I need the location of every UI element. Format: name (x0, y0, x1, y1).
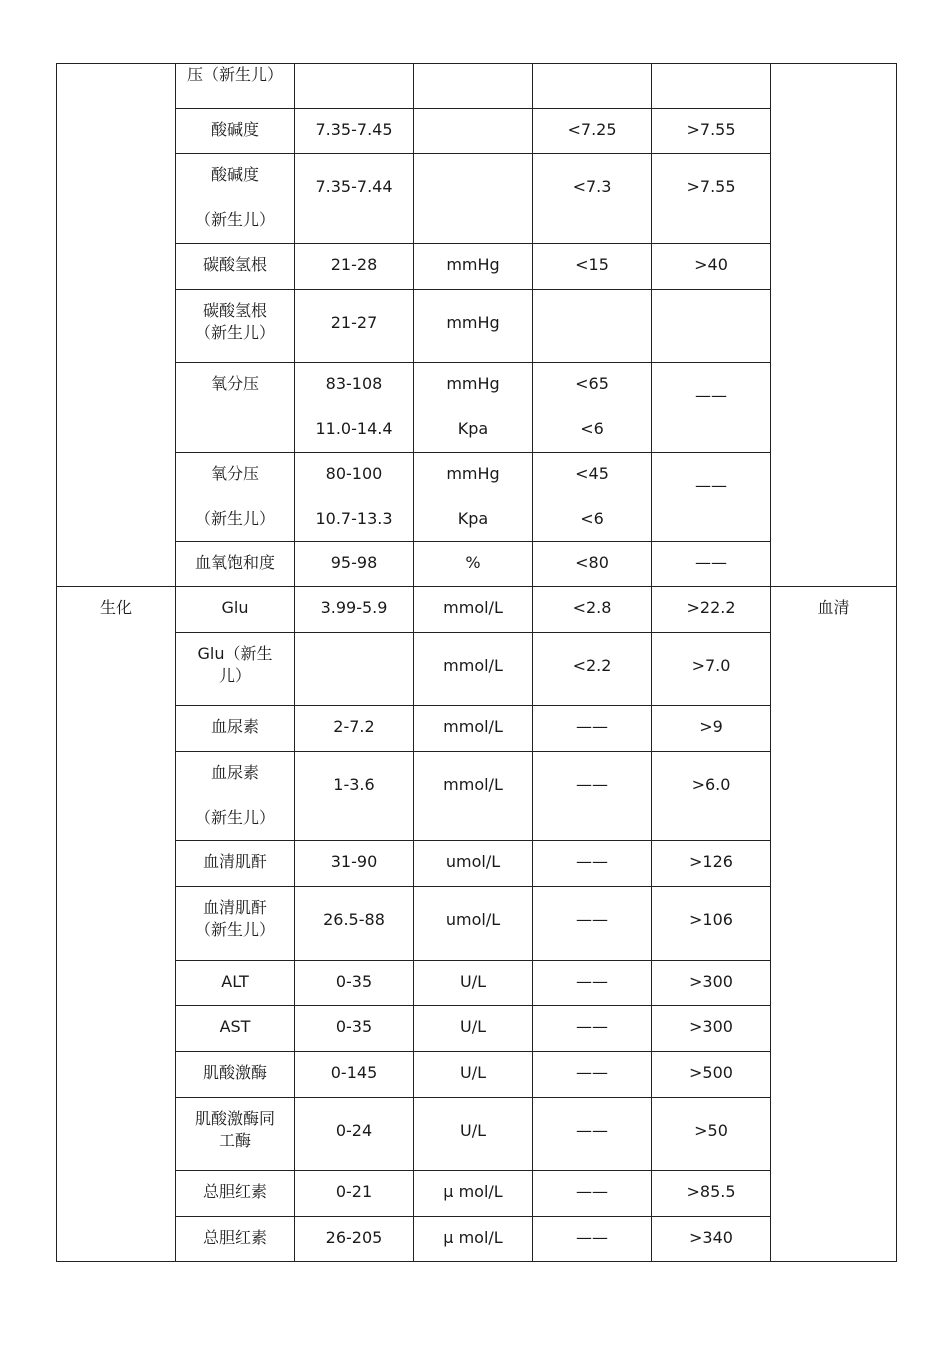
item-name-text: 压（新生儿） (186, 65, 283, 84)
unit-text: mmHg (446, 464, 500, 483)
reference-range-text: 0-24 (335, 1121, 373, 1140)
high-critical-text: >22.2 (686, 598, 736, 617)
reference-range-cell (295, 363, 414, 453)
reference-range-text: 95-98 (330, 553, 378, 572)
low-critical-text: <15 (575, 255, 609, 274)
unit-text: Kpa (457, 419, 489, 438)
unit-cell (414, 887, 533, 961)
high-critical-cell (652, 887, 771, 961)
high-critical-cell (652, 1171, 771, 1217)
biochem-category-cell (57, 587, 176, 1262)
high-critical-cell (652, 1098, 771, 1171)
reference-range-text: 2-7.2 (333, 717, 375, 736)
low-critical-cell (533, 109, 652, 154)
low-critical-text: <80 (575, 553, 609, 572)
high-critical-cell (652, 244, 771, 290)
item-name-text: 肌酸激酶 (202, 1063, 267, 1082)
item-name-text: 氧分压 (210, 464, 259, 483)
item-name-text: 酸碱度 (210, 120, 259, 139)
reference-range-cell (295, 1052, 414, 1098)
category-label (57, 64, 175, 74)
item-name-text: 氧分压 (210, 374, 259, 393)
unit-text: µ mol/L (443, 1228, 503, 1247)
unit-cell (414, 64, 533, 109)
reference-range-text: 0-145 (330, 1063, 378, 1082)
high-critical-cell (652, 961, 771, 1006)
high-critical-cell (652, 1052, 771, 1098)
sample-type-label: 血清 (817, 598, 850, 617)
reference-range-cell (295, 154, 414, 244)
low-critical-text: <45 (575, 464, 609, 483)
reference-range-text: 7.35-7.45 (315, 120, 393, 139)
item-name-cell (176, 1052, 295, 1098)
low-critical-cell (533, 1171, 652, 1217)
high-critical-cell (652, 633, 771, 706)
unit-cell (414, 1006, 533, 1052)
unit-cell (414, 290, 533, 363)
reference-range-cell (295, 961, 414, 1006)
item-name-text: 血氧饱和度 (194, 553, 275, 572)
item-name-text: 酸碱度 (210, 165, 259, 184)
high-critical-cell (652, 587, 771, 633)
low-critical-cell (533, 1098, 652, 1171)
sample-type-label (771, 64, 896, 74)
item-name-text: 碳酸氢根 (202, 301, 267, 320)
reference-range-text: 21-27 (330, 313, 378, 332)
low-critical-cell (533, 587, 652, 633)
reference-range-cell (295, 542, 414, 587)
item-name-cell (176, 1006, 295, 1052)
unit-cell (414, 542, 533, 587)
item-name-text: 血尿素 (210, 717, 259, 736)
high-critical-cell (652, 453, 771, 542)
unit-text: U/L (459, 972, 486, 991)
high-critical-cell (652, 290, 771, 363)
item-name-cell (176, 752, 295, 841)
unit-text: mmol/L (443, 717, 503, 736)
low-critical-cell (533, 841, 652, 887)
high-critical-cell (652, 1006, 771, 1052)
low-critical-text: <2.8 (572, 598, 612, 617)
low-critical-cell (533, 542, 652, 587)
item-name-text: （新生儿） (194, 920, 275, 939)
high-critical-text: >50 (694, 1121, 728, 1140)
high-critical-cell (652, 752, 771, 841)
item-name-text: 总胆红素 (202, 1228, 267, 1247)
reference-range-text: 83-108 (325, 374, 383, 393)
reference-range-text: 80-100 (325, 464, 383, 483)
item-name-text: Glu（新生 (197, 644, 273, 663)
unit-text: umol/L (445, 910, 501, 929)
item-name-text: 儿） (218, 666, 251, 685)
low-critical-text: —— (576, 1228, 608, 1247)
reference-range-cell (295, 1217, 414, 1262)
low-critical-text: <6 (580, 419, 604, 438)
item-name-cell (176, 109, 295, 154)
low-critical-cell (533, 363, 652, 453)
reference-range-text: 1-3.6 (333, 775, 375, 794)
item-name-text: （新生儿） (194, 323, 275, 342)
category-label: 生化 (99, 598, 132, 617)
low-critical-text: —— (576, 1182, 608, 1201)
item-name-cell (176, 587, 295, 633)
high-critical-text: >300 (689, 1017, 733, 1036)
unit-cell (414, 363, 533, 453)
high-critical-text: >6.0 (691, 775, 731, 794)
item-name-cell (176, 1098, 295, 1171)
low-critical-cell (533, 633, 652, 706)
unit-text: Kpa (457, 509, 489, 528)
table-row (57, 587, 897, 633)
item-name-cell (176, 290, 295, 363)
biochem-sample-cell (771, 587, 897, 1262)
reference-range-text: 26-205 (325, 1228, 383, 1247)
item-name-cell (176, 154, 295, 244)
high-critical-cell (652, 706, 771, 752)
item-name-text: 工酶 (218, 1131, 251, 1150)
low-critical-cell (533, 244, 652, 290)
reference-range-cell (295, 1006, 414, 1052)
unit-cell (414, 453, 533, 542)
item-name-text: （新生儿） (194, 509, 275, 528)
low-critical-cell (533, 887, 652, 961)
low-critical-cell (533, 706, 652, 752)
low-critical-text: —— (576, 1121, 608, 1140)
high-critical-text: >40 (694, 255, 728, 274)
reference-range-cell (295, 1171, 414, 1217)
unit-text: mmol/L (443, 656, 503, 675)
low-critical-cell (533, 290, 652, 363)
unit-text: mmol/L (443, 598, 503, 617)
item-name-cell (176, 706, 295, 752)
low-critical-cell (533, 1006, 652, 1052)
low-critical-text: <7.3 (572, 177, 612, 196)
reference-range-cell (295, 633, 414, 706)
unit-text: µ mol/L (443, 1182, 503, 1201)
low-critical-cell (533, 1052, 652, 1098)
item-name-cell (176, 453, 295, 542)
reference-range-cell (295, 290, 414, 363)
high-critical-cell (652, 841, 771, 887)
low-critical-text: —— (576, 972, 608, 991)
low-critical-text: —— (576, 775, 608, 794)
reference-range-text: 0-35 (335, 1017, 373, 1036)
unit-cell (414, 154, 533, 244)
unit-text: U/L (459, 1121, 486, 1140)
unit-cell (414, 587, 533, 633)
reference-range-cell (295, 64, 414, 109)
low-critical-text: <6 (580, 509, 604, 528)
item-name-cell (176, 961, 295, 1006)
high-critical-text: >126 (689, 852, 733, 871)
reference-range-text: 3.99-5.9 (320, 598, 388, 617)
high-critical-text: —— (695, 386, 727, 405)
item-name-text: 总胆红素 (202, 1182, 267, 1201)
high-critical-text: —— (695, 476, 727, 495)
reference-range-text: 0-21 (335, 1182, 373, 1201)
unit-cell (414, 633, 533, 706)
unit-text: mmHg (446, 374, 500, 393)
item-name-text: 肌酸激酶同 (194, 1109, 275, 1128)
high-critical-cell (652, 1217, 771, 1262)
unit-text: umol/L (445, 852, 501, 871)
item-name-text: Glu (221, 598, 249, 617)
item-name-text: ALT (221, 972, 249, 991)
low-critical-cell (533, 453, 652, 542)
unit-cell (414, 244, 533, 290)
low-critical-text: —— (576, 717, 608, 736)
reference-range-text: 31-90 (330, 852, 378, 871)
reference-range-text: 10.7-13.3 (315, 509, 393, 528)
high-critical-text: —— (695, 553, 727, 572)
unit-cell (414, 841, 533, 887)
low-critical-cell (533, 1217, 652, 1262)
reference-range-text: 0-35 (335, 972, 373, 991)
reference-range-cell (295, 887, 414, 961)
high-critical-cell (652, 64, 771, 109)
unit-cell (414, 1171, 533, 1217)
low-critical-text: —— (576, 1017, 608, 1036)
high-critical-cell (652, 542, 771, 587)
item-name-cell (176, 841, 295, 887)
reference-range-cell (295, 453, 414, 542)
unit-cell (414, 706, 533, 752)
unit-cell (414, 109, 533, 154)
high-critical-text: >106 (689, 910, 733, 929)
unit-text: % (465, 553, 481, 572)
reference-range-text: 21-28 (330, 255, 378, 274)
reference-range-cell (295, 244, 414, 290)
low-critical-cell (533, 961, 652, 1006)
high-critical-text: >300 (689, 972, 733, 991)
item-name-cell (176, 1217, 295, 1262)
reference-range-cell (295, 706, 414, 752)
unit-text: mmol/L (443, 775, 503, 794)
blood-gas-category-cell (57, 64, 176, 587)
item-name-text: （新生儿） (194, 808, 275, 827)
unit-cell (414, 752, 533, 841)
unit-text: U/L (459, 1063, 486, 1082)
item-name-text: 血清肌酐 (202, 852, 267, 871)
reference-range-cell (295, 587, 414, 633)
low-critical-cell (533, 752, 652, 841)
low-critical-cell (533, 64, 652, 109)
high-critical-text: >340 (689, 1228, 733, 1247)
blood-gas-sample-cell (771, 64, 897, 587)
low-critical-text: —— (576, 852, 608, 871)
item-name-cell (176, 887, 295, 961)
item-name-text: 血尿素 (210, 763, 259, 782)
item-name-cell (176, 1171, 295, 1217)
high-critical-text: >85.5 (686, 1182, 736, 1201)
unit-text: mmHg (446, 313, 500, 332)
unit-cell (414, 1217, 533, 1262)
reference-range-cell (295, 1098, 414, 1171)
reference-range-cell (295, 109, 414, 154)
high-critical-text: >7.55 (686, 177, 736, 196)
item-name-cell (176, 542, 295, 587)
low-critical-text: —— (576, 1063, 608, 1082)
low-critical-text: <65 (575, 374, 609, 393)
unit-cell (414, 961, 533, 1006)
high-critical-cell (652, 109, 771, 154)
unit-cell (414, 1098, 533, 1171)
low-critical-text: <7.25 (567, 120, 617, 139)
high-critical-cell (652, 363, 771, 453)
item-name-text: 血清肌酐 (202, 898, 267, 917)
item-name-cell (176, 363, 295, 453)
table-body (57, 64, 897, 1262)
reference-range-text: 7.35-7.44 (315, 177, 393, 196)
low-critical-cell (533, 154, 652, 244)
item-name-cell (176, 64, 295, 109)
unit-text: mmHg (446, 255, 500, 274)
table-row (57, 64, 897, 109)
reference-range-text: 11.0-14.4 (315, 419, 393, 438)
item-name-text: AST (219, 1017, 251, 1036)
low-critical-text: <2.2 (572, 656, 612, 675)
reference-range-text: 26.5-88 (323, 910, 385, 929)
unit-cell (414, 1052, 533, 1098)
high-critical-text: >500 (689, 1063, 733, 1082)
low-critical-text: —— (576, 910, 608, 929)
high-critical-text: >7.55 (686, 120, 736, 139)
high-critical-text: >9 (699, 717, 723, 736)
item-name-cell (176, 244, 295, 290)
item-name-cell (176, 633, 295, 706)
reference-range-cell (295, 841, 414, 887)
item-name-text: 碳酸氢根 (202, 255, 267, 274)
unit-text: U/L (459, 1017, 486, 1036)
reference-range-table (56, 63, 897, 1262)
high-critical-text: >7.0 (691, 656, 731, 675)
item-name-text: （新生儿） (194, 210, 275, 229)
reference-range-cell (295, 752, 414, 841)
high-critical-cell (652, 154, 771, 244)
